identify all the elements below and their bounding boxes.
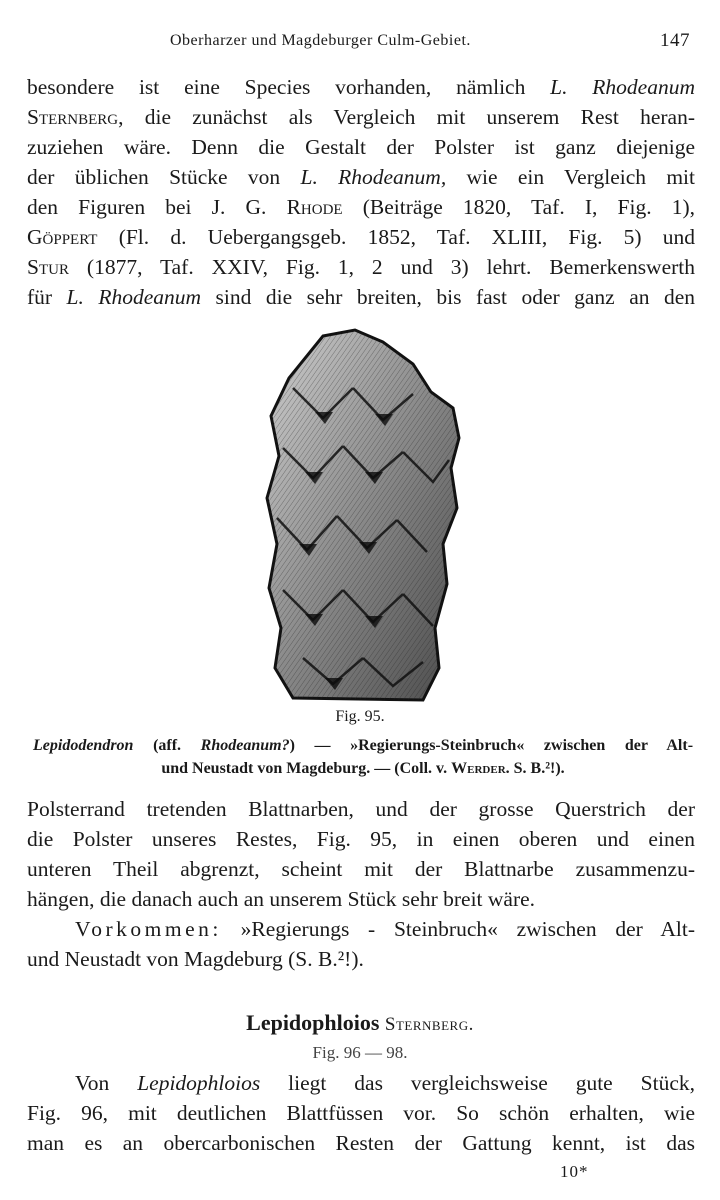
text-line: zuziehen wäre. Denn die Gestalt der Polster ist ganz diejenige (27, 135, 695, 159)
text-line: Stur (1877, Taf. XXIV, Fig. 1, 2 und 3) lehrt. Bemerkenswerth (27, 255, 696, 279)
text-line: den Figuren bei J. G. Rhode (Beiträge 1820, Taf. I, Fig. 1), (27, 195, 696, 219)
running-header (170, 30, 690, 56)
paragraph-3 (27, 1068, 695, 1158)
caption-line: und Neustadt von Magdeburg. — (Coll. v. Werder. S. B.²!). (161, 760, 565, 777)
text-line: für L. Rhodeanum sind die sehr breiten, bis fast oder ganz an den (27, 285, 695, 309)
text-line: unteren Theil abgrenzt, scheint mit der Blattnarbe zusammenzu- (27, 857, 695, 881)
paragraph-2 (27, 794, 695, 974)
fossil-drawing (263, 328, 463, 704)
caption-line: Lepidodendron (aff. Rhodeanum?) — »Regierungs-Steinbruch« zwischen der Alt- (33, 737, 694, 754)
text-line: hängen, die danach auch an unserem Stück sehr breit wäre. (27, 887, 536, 911)
text-line: Von Lepidophloios liegt das vergleichsweise gute Stück, (75, 1071, 695, 1095)
text-line: der üblichen Stücke von L. Rhodeanum, wie ein Vergleich mit (27, 165, 696, 189)
printer-signature: 10* (560, 1162, 589, 1181)
paragraph-1 (27, 72, 695, 312)
text-line: und Neustadt von Magdeburg (S. B.²!). (27, 947, 364, 971)
text-line: Vorkommen: »Regierungs - Steinbruch« zwischen der Alt- (75, 917, 695, 941)
text-line: Fig. 96, mit deutlichen Blattfüssen vor. So schön erhalten, wie (27, 1101, 695, 1125)
section-heading: Lepidophloios Sternberg. (246, 1010, 474, 1035)
text-line: Polsterrand tretenden Blattnarben, und der grosse Querstrich der (27, 797, 695, 821)
text-line: Sternberg, die zunächst als Vergleich mit unserem Rest heran- (27, 105, 695, 129)
running-title: Oberharzer und Magdeburger Culm-Gebiet. (170, 32, 471, 49)
text-line: Göppert (Fl. d. Uebergangsgeb. 1852, Taf. XLIII, Fig. 5) und (27, 225, 695, 249)
figure-label: Fig. 95. (335, 708, 385, 725)
figure-caption (33, 734, 693, 780)
fossil-illustration (263, 328, 463, 704)
section-figure-reference: Fig. 96 — 98. (312, 1043, 408, 1062)
text-line: man es an obercarbonischen Resten der Gattung kennt, ist das (27, 1131, 695, 1155)
text-line: die Polster unseres Restes, Fig. 95, in einen oberen und einen (27, 827, 695, 851)
text-line: besondere ist eine Species vorhanden, nämlich L. Rhodeanum (27, 75, 695, 99)
page-number: 147 (660, 30, 690, 51)
